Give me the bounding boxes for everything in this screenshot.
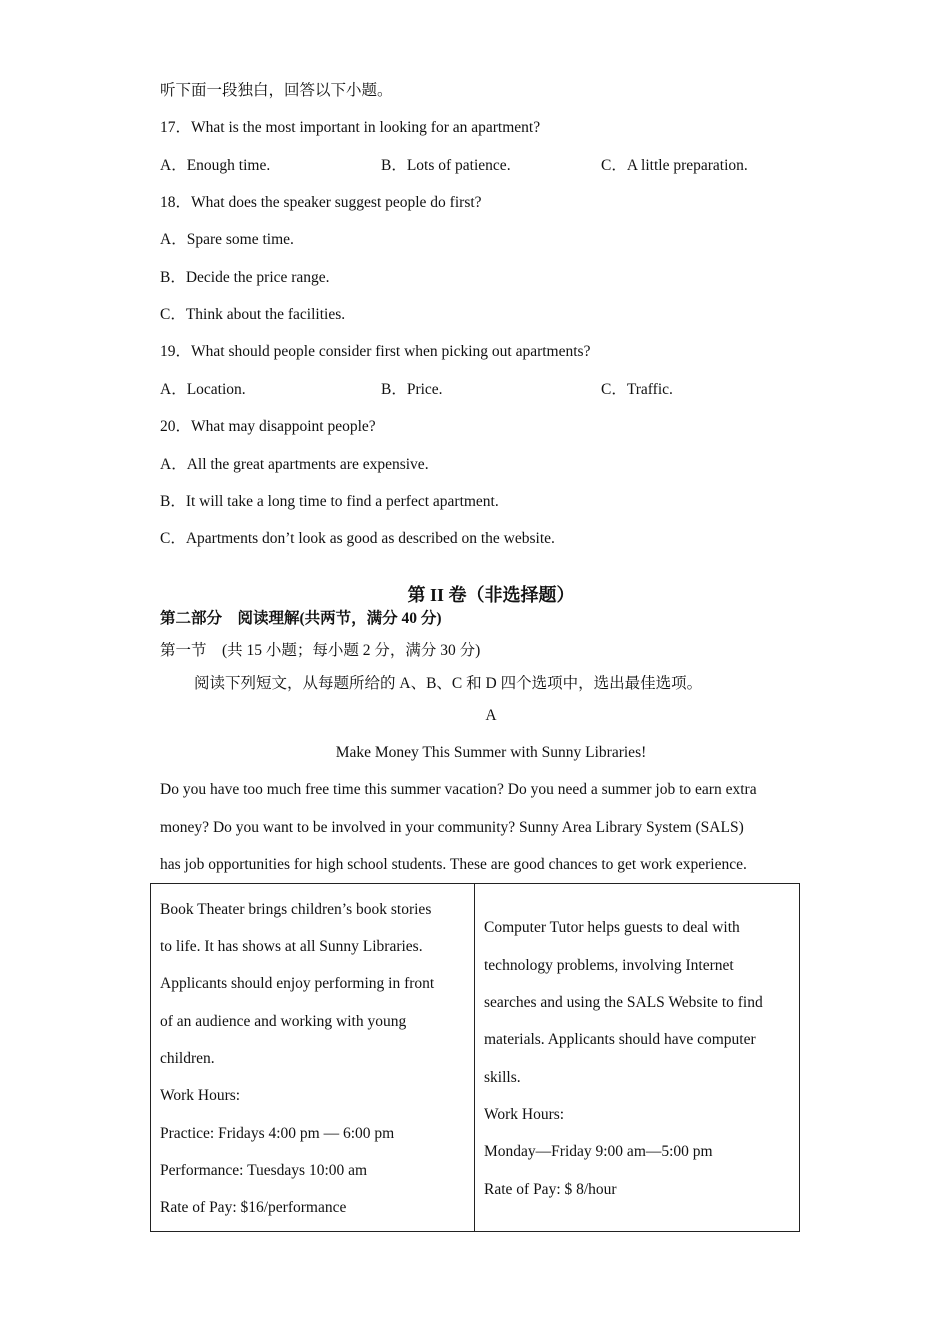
question-17-stem: 17．What is the most important in looking for an apartment? — [160, 119, 541, 136]
computer-tutor-line-4: materials. Applicants should have computer — [484, 1031, 756, 1048]
question-17-option-c: C．A little preparation. — [601, 157, 748, 174]
reading-instruction: 阅读下列短文，从每题所给的 A、B、C 和 D 四个选项中，选出最佳选项。 — [194, 675, 703, 692]
question-20-option-a: A．All the great apartments are expensive. — [160, 456, 429, 473]
question-20-option-c: C．Apartments don’t look as good as described on the website. — [160, 530, 555, 547]
volume-title: 第 II 卷（非选择题） — [407, 585, 575, 605]
passage-intro-line-1: Do you have too much free time this summer vacation? Do you need a summer job to earn extra — [160, 781, 757, 798]
passage-title: Make Money This Summer with Sunny Libraries! — [335, 744, 647, 761]
question-19-option-b: B．Price. — [381, 381, 443, 398]
book-theater-line-5: children. — [160, 1050, 215, 1067]
question-20-option-b: B．It will take a long time to find a perfect apartment. — [160, 493, 499, 510]
jobs-table-divider — [474, 883, 475, 1232]
question-19-option-c: C．Traffic. — [601, 381, 673, 398]
book-theater-line-1: Book Theater brings children’s book stories — [160, 901, 432, 918]
book-theater-hours-label: Work Hours: — [160, 1087, 241, 1104]
listening-intro: 听下面一段独白，回答以下小题。 — [160, 82, 393, 99]
question-18-option-a: A．Spare some time. — [160, 231, 294, 248]
question-19-stem: 19．What should people consider first when picking out apartments? — [160, 343, 591, 360]
question-17-option-a: A．Enough time. — [160, 157, 271, 174]
question-18-option-b: B．Decide the price range. — [160, 269, 330, 286]
computer-tutor-hours-label: Work Hours: — [484, 1106, 565, 1123]
passage-label: A — [485, 707, 497, 724]
question-18-stem: 18．What does the speaker suggest people do first? — [160, 194, 482, 211]
computer-tutor-line-1: Computer Tutor helps guests to deal with — [484, 919, 740, 936]
computer-tutor-line-2: technology problems, involving Internet — [484, 957, 734, 974]
book-theater-rate: Rate of Pay: $16/performance — [160, 1199, 347, 1216]
book-theater-line-4: of an audience and working with young — [160, 1013, 407, 1030]
computer-tutor-line-3: searches and using the SALS Website to find — [484, 994, 763, 1011]
passage-intro-line-2: money? Do you want to be involved in your community? Sunny Area Library System (SALS) — [160, 819, 744, 836]
book-theater-performance-hours: Performance: Tuesdays 10:00 am — [160, 1162, 368, 1179]
computer-tutor-rate: Rate of Pay: $ 8/hour — [484, 1181, 617, 1198]
book-theater-practice-hours: Practice: Fridays 4:00 pm — 6:00 pm — [160, 1125, 395, 1142]
section-heading: 第二部分 阅读理解(共两节，满分 40 分) — [160, 610, 442, 627]
question-20-stem: 20．What may disappoint people? — [160, 418, 376, 435]
subsection-heading: 第一节 (共 15 小题；每小题 2 分，满分 30 分) — [160, 642, 481, 659]
question-17-option-b: B．Lots of patience. — [381, 157, 511, 174]
book-theater-line-2: to life. It has shows at all Sunny Libraries. — [160, 938, 423, 955]
computer-tutor-line-5: skills. — [484, 1069, 521, 1086]
computer-tutor-hours: Monday—Friday 9:00 am—5:00 pm — [484, 1143, 713, 1160]
question-19-option-a: A．Location. — [160, 381, 246, 398]
question-18-option-c: C．Think about the facilities. — [160, 306, 346, 323]
passage-intro-line-3: has job opportunities for high school students. These are good chances to get work experience. — [160, 856, 747, 873]
book-theater-line-3: Applicants should enjoy performing in front — [160, 975, 435, 992]
